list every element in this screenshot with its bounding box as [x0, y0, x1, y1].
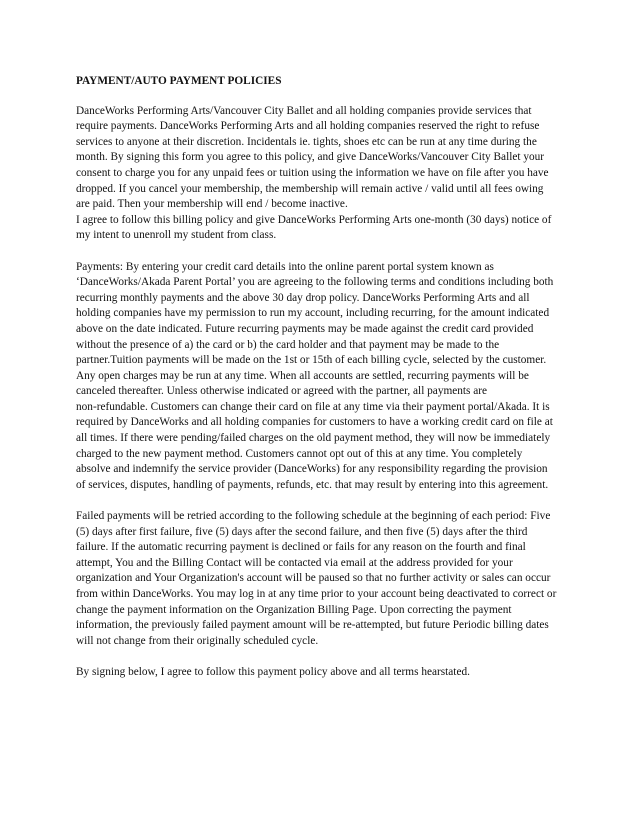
- failed-payments-paragraph: [76, 509, 570, 649]
- text-line: consent to charge you for any unpaid fees or tuition using the information we have on file after you have: [76, 166, 549, 179]
- text-line: holding companies have my permission to run my account, including recurring, for the amount indicated: [76, 307, 550, 320]
- text-line: are paid. Then your membership will end / become inactive.: [76, 198, 348, 211]
- text-line: above on the date indicated. Future recurring payments may be made against the credit card provided: [76, 322, 534, 335]
- text-line: services to anyone at their discretion. Incidentals ie. tights, shoes etc can be run at any time during the: [76, 135, 537, 148]
- text-line: absolve and indemnify the service provider (DanceWorks) for any responsibility regarding the provision: [76, 463, 548, 476]
- signature-paragraph: [76, 665, 570, 681]
- text-line: will not change from their originally scheduled cycle.: [76, 634, 319, 647]
- text-line: Any open charges may be run at any time. When all accounts are settled, recurring payments will be: [76, 369, 529, 382]
- text-line: DanceWorks Performing Arts/Vancouver City Ballet and all holding companies provide services that: [76, 104, 532, 117]
- text-line: recurring monthly payments and the above 30 day drop policy. DanceWorks Performing Arts and all: [76, 291, 530, 304]
- text-line: information, the previously failed payment amount will be re-attempted, but future Periodic billing dates: [76, 619, 549, 632]
- text-line: month. By signing this form you agree to this policy, and give DanceWorks/Vancouver City Ballet your: [76, 151, 545, 164]
- text-line: Payments: By entering your credit card details into the online parent portal system known as: [76, 260, 494, 273]
- text-line: organization and Your Organization's account will be paused so that no further activity or sales can occur: [76, 572, 551, 585]
- text-line: charged to the new payment method. Customers cannot opt out of this at any time. You completely: [76, 447, 523, 460]
- text-line: failure. If the automatic recurring payment is declined or fails for any reason on the fourth and final: [76, 541, 526, 554]
- text-line: non-refundable. Customers can change their card on file at any time via their payment portal/Akada. It is: [76, 400, 550, 413]
- text-line: Failed payments will be retried according to the following schedule at the beginning of each period: Five: [76, 510, 551, 523]
- text-line: attempt, You and the Billing Contact will be contacted via email at the address provided for your: [76, 556, 513, 569]
- text-line: without the presence of a) the card or b) the card holder and that payment may be made to the: [76, 338, 500, 351]
- text-line: change the payment information on the Organization Billing Page. Upon correcting the payment: [76, 603, 512, 616]
- text-line: I agree to follow this billing policy and give DanceWorks Performing Arts one-month (30 days) notice of: [76, 213, 552, 226]
- text-line: of services, disputes, handling of payments, refunds, etc. that may result by entering into this agreement.: [76, 478, 549, 491]
- text-line: ‘DanceWorks/Akada Parent Portal’ you are agreeing to the following terms and conditions including both: [76, 276, 554, 289]
- paragraphs-container: [76, 104, 570, 681]
- text-line: require payments. DanceWorks Performing Arts and all holding companies reserved the right to refuse: [76, 120, 540, 133]
- text-line: dropped. If you cancel your membership, the membership will remain active / valid until all fees owing: [76, 182, 544, 195]
- document-title: PAYMENT/AUTO PAYMENT POLICIES: [76, 75, 282, 87]
- text-line: partner.Tuition payments will be made on the 1st or 15th of each billing cycle, selected by the customer.: [76, 354, 547, 367]
- text-line: (5) days after first failure, five (5) days after the second failure, and then five (5) days after the third: [76, 525, 528, 538]
- text-line: my intent to unenroll my student from class.: [76, 229, 277, 242]
- text-line: from within DanceWorks. You may log in at any time prior to your account being deactivated to correct or: [76, 588, 557, 600]
- policy-document: [76, 74, 570, 696]
- text-line: By signing below, I agree to follow this payment policy above and all terms hearstated.: [76, 665, 470, 678]
- text-line: required by DanceWorks and all holding companies for customers to have a working credit card on file at: [76, 416, 553, 429]
- intro-paragraph: [76, 104, 570, 244]
- text-line: canceled thereafter. Unless otherwise indicated or agreed with the partner, all payments are: [76, 385, 488, 398]
- text-line: all times. If there were pending/failed charges on the old payment method, they will now be immediately: [76, 432, 551, 445]
- payments-paragraph: [76, 260, 570, 494]
